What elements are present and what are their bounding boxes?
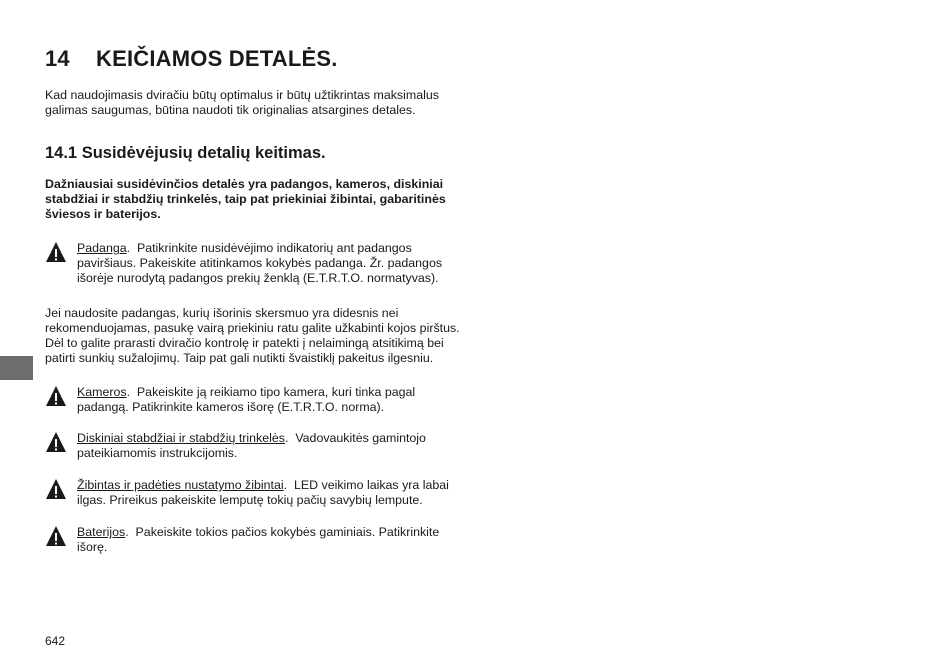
warning-lights <box>45 478 465 508</box>
chapter-heading <box>45 46 465 72</box>
warning-brakes <box>45 431 465 461</box>
warning-triangle-icon <box>45 431 67 453</box>
warning-tubes <box>45 385 465 415</box>
chapter-tab-marker <box>0 356 33 380</box>
warning-text: Žibintas ir padėties nustatymo žibintai. LED veikimo laikas yra labai ilgas. Prireikus pakeiskite lemputę tokių pačių savybių lempute. <box>77 478 449 507</box>
warning-body: Patikrinkite nusidėvėjimo indikatorių ant padangos paviršiaus. Pakeiskite atitinkamos kokybės padanga. Žr. padangos išorėje nurodytą padangos prekių ženklą (E.T.R.T.O. normatyvas). <box>77 241 443 285</box>
warning-body: LED veikimo laikas yra labai ilgas. Prireikus pakeiskite lemputę tokių pačių savybių lempute. <box>77 478 449 507</box>
warning-triangle-icon <box>45 241 67 263</box>
warning-body: Pakeiskite tokios pačios kokybės gaminiais. Patikrinkite išorę. <box>77 525 440 554</box>
warning-batteries <box>45 525 465 555</box>
chapter-number: 14 <box>45 46 70 71</box>
warning-text: Diskiniai stabdžiai ir stabdžių trinkelės. Vadovaukitės gamintojo pateikiamomis instrukcijomis. <box>77 431 426 460</box>
warning-text: Padanga. Patikrinkite nusidėvėjimo indikatorių ant padangos paviršiaus. Pakeiskite atitinkamos kokybės padanga. Žr. padangos išorėje nurodytą padangos prekių ženklą (E.T.R.T.O. normatyvas). <box>77 241 443 285</box>
warning-term: Žibintas ir padėties nustatymo žibintai <box>77 478 284 492</box>
warning-triangle-icon <box>45 478 67 500</box>
warning-term: Baterijos <box>77 525 126 539</box>
tire-size-paragraph: Jei naudosite padangas, kurių išorinis skersmuo yra didesnis nei rekomenduojamas, pasukę vairą priekiniu ratu galite užkabinti kojos pirštus. Dėl to galite prarasti dviračio kontrolę ir patekti į nelaimingą atsitikimą bei patirti sunkių sužalojimų. Taip pat gali nutikti švaistiklį pakeitus ilgesniu. <box>45 306 460 365</box>
page-content <box>45 46 465 555</box>
warning-term: Padanga <box>77 241 127 255</box>
page-number: 642 <box>45 634 66 648</box>
warning-triangle-icon <box>45 385 67 407</box>
warning-text: Kameros. Pakeiskite ją reikiamo tipo kamera, kuri tinka pagal padangą. Patikrinkite kameros išorę (E.T.R.T.O. norma). <box>77 385 416 414</box>
warning-text: Baterijos. Pakeiskite tokios pačios kokybės gaminiais. Patikrinkite išorę. <box>77 525 440 554</box>
section-lead: Dažniausiai susidėvinčios detalės yra padangos, kameros, diskiniai stabdžiai ir stabdžių trinkelės, taip pat priekiniai žibintai, gabaritinės šviesos ir baterijos. <box>45 177 446 221</box>
warning-term: Kameros <box>77 385 127 399</box>
warning-body: Vadovaukitės gamintojo pateikiamomis instrukcijomis. <box>77 431 426 460</box>
warning-body: Pakeiskite ją reikiamo tipo kamera, kuri tinka pagal padangą. Patikrinkite kameros išorę (E.T.R.T.O. norma). <box>77 385 416 414</box>
warning-tire <box>45 241 465 286</box>
warning-triangle-icon <box>45 525 67 547</box>
section-title: 14.1 Susidėvėjusių detalių keitimas. <box>45 144 326 162</box>
intro-paragraph: Kad naudojimasis dviračiu būtų optimalus ir būtų užtikrintas maksimalus galimas saugumas, būtina naudoti tik originalias atsargines detales. <box>45 88 439 117</box>
chapter-title: KEIČIAMOS DETALĖS. <box>96 46 338 71</box>
warning-term: Diskiniai stabdžiai ir stabdžių trinkelės <box>77 431 285 445</box>
